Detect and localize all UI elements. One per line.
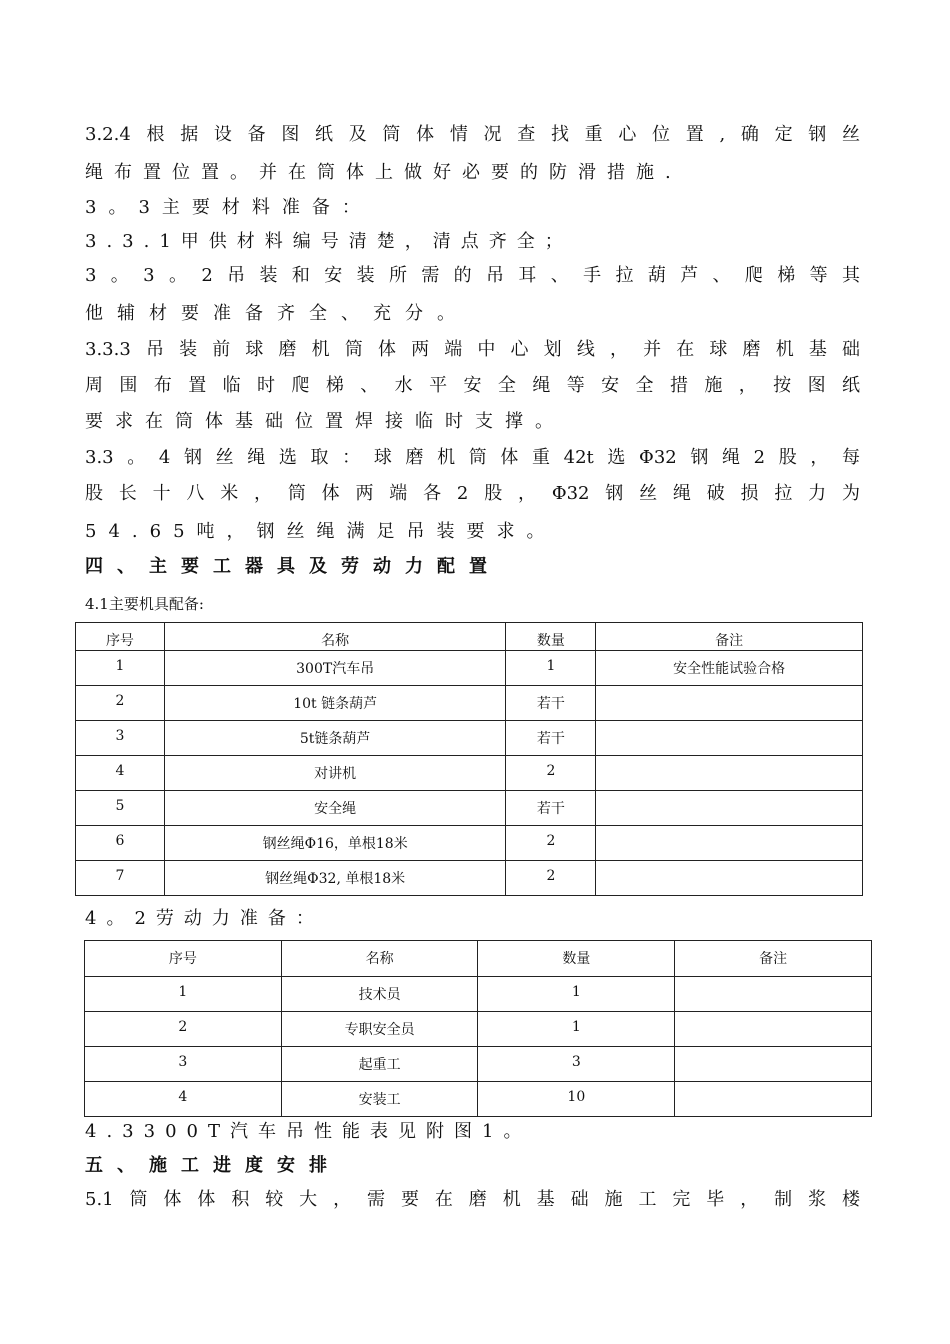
header-cell: 名称	[164, 623, 506, 651]
table-cell: 钢丝绳Φ16，单根18米	[164, 826, 506, 861]
table-cell: 起重工	[281, 1047, 478, 1082]
table-row	[76, 791, 863, 826]
header-cell: 名称	[281, 941, 478, 977]
paragraph-line: 3。3。2吊装和安装所需的吊耳、手拉葫芦、爬梯等其	[85, 265, 860, 286]
table-caption: 4.1主要机具配备:	[85, 595, 204, 613]
paragraph-line: 5.1筒体体积较大，需要在磨机基础施工完毕，制浆楼	[85, 1189, 860, 1210]
table-row	[85, 977, 872, 1012]
table-cell: 2	[506, 756, 596, 791]
table-row	[85, 1082, 872, 1117]
table-cell: 6	[76, 826, 165, 861]
table-row	[85, 1012, 872, 1047]
table-cell: 若干	[506, 686, 596, 721]
table-row	[85, 1047, 872, 1082]
table-cell	[596, 686, 863, 721]
table-row	[76, 756, 863, 791]
equipment-table	[75, 622, 863, 896]
table-cell	[675, 1012, 872, 1047]
paragraph-line: 要求在筒体基础位置焊接临时支撑。	[85, 411, 565, 432]
table-cell: 1	[478, 977, 675, 1012]
table-cell: 1	[85, 977, 282, 1012]
table-cell: 若干	[506, 791, 596, 826]
table-cell	[596, 721, 863, 756]
table-header-row	[76, 623, 863, 651]
header-cell: 数量	[506, 623, 596, 651]
table-row	[76, 861, 863, 896]
table-cell: 4	[76, 756, 165, 791]
table-cell: 安全性能试验合格	[596, 651, 863, 686]
paragraph-line: 周围布置临时爬梯、水平安全绳等安全措施，按图纸	[85, 375, 860, 396]
header-cell: 序号	[76, 623, 165, 651]
table-cell: 3	[478, 1047, 675, 1082]
paragraph-line: 绳布置位置。并在筒体上做好必要的防滑措施.	[85, 162, 682, 183]
table-cell	[596, 826, 863, 861]
paragraph-line: 3.2.4根据设备图纸及筒体情况查找重心位置,确定钢丝	[85, 124, 860, 145]
table-cell: 2	[76, 686, 165, 721]
table-cell	[675, 977, 872, 1012]
paragraph-line: 54.65吨，钢丝绳满足吊装要求。	[85, 521, 557, 542]
table-cell: 1	[76, 651, 165, 686]
table-cell: 技术员	[281, 977, 478, 1012]
table-cell: 1	[506, 651, 596, 686]
paragraph-line: 3.3.3吊装前球磨机筒体两端中心划线，并在球磨机基础	[85, 339, 860, 360]
header-cell: 数量	[478, 941, 675, 977]
table-cell: 7	[76, 861, 165, 896]
table-cell: 钢丝绳Φ32, 单根18米	[164, 861, 506, 896]
table-cell: 2	[85, 1012, 282, 1047]
table-cell: 2	[506, 826, 596, 861]
table-cell: 3	[76, 721, 165, 756]
paragraph-line: 3。3主要材料准备：	[85, 197, 372, 218]
table-row	[76, 826, 863, 861]
table-cell: 3	[85, 1047, 282, 1082]
table-cell: 10	[478, 1082, 675, 1117]
table-cell	[596, 756, 863, 791]
table-cell	[675, 1082, 872, 1117]
table-row	[76, 721, 863, 756]
section-heading: 四、主要工器具及劳动力配置	[85, 556, 501, 577]
paragraph-line: 4.3300T汽车吊性能表见附图1。	[85, 1121, 532, 1142]
header-cell: 备注	[596, 623, 863, 651]
table-caption: 4。2劳动力准备：	[85, 908, 324, 929]
table-cell: 对讲机	[164, 756, 506, 791]
table-cell: 10t 链条葫芦	[164, 686, 506, 721]
table-header-row	[85, 941, 872, 977]
paragraph-line: 3.3.1甲供材料编号清楚，清点齐全；	[85, 231, 573, 252]
table-cell: 安装工	[281, 1082, 478, 1117]
table-row	[76, 686, 863, 721]
table-cell: 2	[506, 861, 596, 896]
table-cell: 专职安全员	[281, 1012, 478, 1047]
paragraph-line: 股长十八米，筒体两端各2股，Φ32钢丝绳破损拉力为	[85, 483, 860, 504]
table-cell: 1	[478, 1012, 675, 1047]
header-cell: 备注	[675, 941, 872, 977]
table-cell: 安全绳	[164, 791, 506, 826]
paragraph-line: 3.3。4钢丝绳选取：球磨机筒体重42t选Φ32钢绳2股，每	[85, 447, 860, 468]
table-cell: 5	[76, 791, 165, 826]
table-cell: 300T汽车吊	[164, 651, 506, 686]
table-cell	[675, 1047, 872, 1082]
table-cell	[596, 791, 863, 826]
paragraph-line: 他辅材要准备齐全、充分。	[85, 303, 469, 324]
section-heading: 五、施工进度安排	[85, 1155, 341, 1176]
table-cell: 若干	[506, 721, 596, 756]
header-cell: 序号	[85, 941, 282, 977]
labor-table	[84, 940, 872, 1117]
table-row	[76, 651, 863, 686]
table-cell	[596, 861, 863, 896]
table-cell: 5t链条葫芦	[164, 721, 506, 756]
table-cell: 4	[85, 1082, 282, 1117]
